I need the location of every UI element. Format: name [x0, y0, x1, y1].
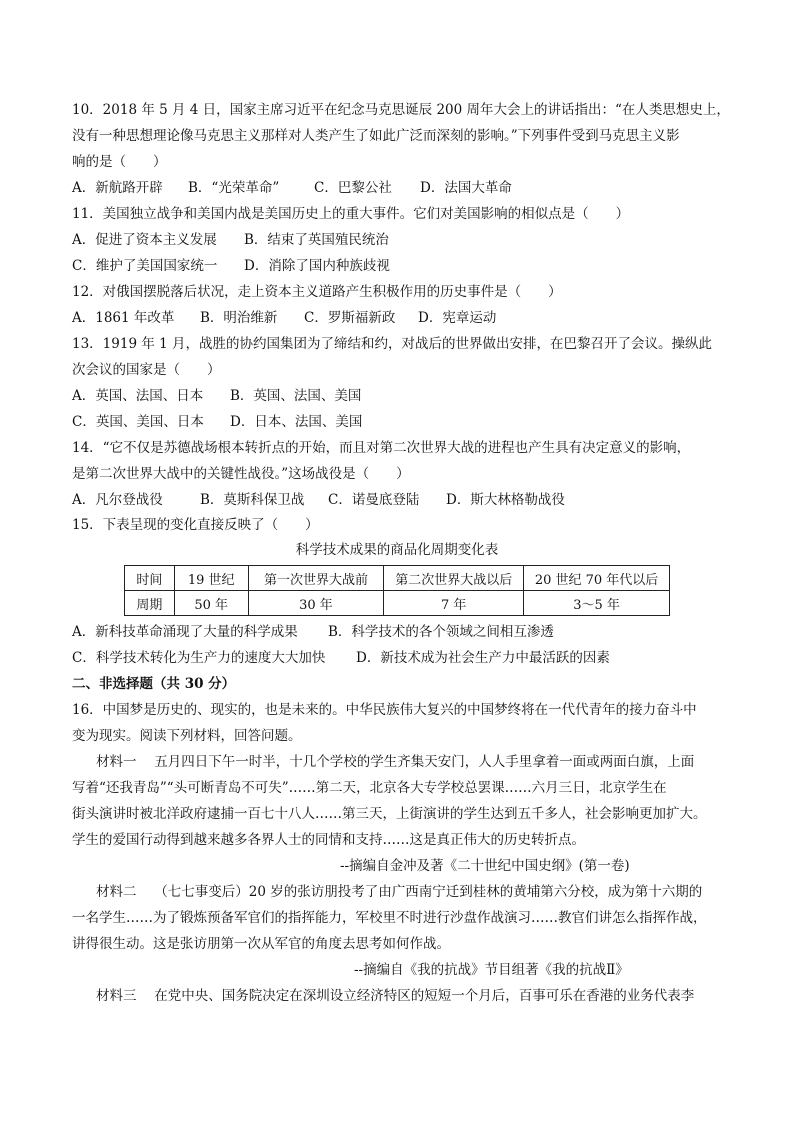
q12-option-a: A．1861 年改革: [72, 310, 175, 326]
q15-option-b: B．科学技术的各个领域之间相互渗透: [328, 624, 554, 640]
commercialization-cycle-table: [124, 565, 670, 616]
table-cell: 3～5 年: [524, 591, 670, 616]
q13-option-b: B．英国、法国、美国: [230, 388, 362, 404]
table-header-cell: 第二次世界大战以后: [384, 566, 524, 591]
q11-options-row-1: [72, 231, 389, 249]
q16-stem-line-2: 变为现实。阅读下列材料，回答问题。: [72, 728, 302, 744]
material-1-line-1: 材料一 五月四日下午一时半，十几个学校的学生齐集天安门，人人手里拿着一面或两面白旗，上面: [96, 754, 695, 770]
q12-option-b: B．明治维新: [200, 310, 278, 326]
table-cell: 50 年: [174, 591, 248, 616]
q10-stem-line-3: 响的是（ ）: [72, 154, 167, 170]
q10-option-b: B．“光荣革命”: [188, 180, 280, 196]
q10-option-c: C．巴黎公社: [314, 180, 392, 196]
q12-option-c: C．罗斯福新政: [304, 310, 396, 326]
material-1-line-3: 街头演讲时被北洋政府逮捕一百七十八人……第三天，上街演讲的学生达到五千多人，社会影响更加扩大。: [72, 806, 707, 822]
q15-option-a: A．新科技革命涌现了大量的科学成果: [72, 624, 298, 640]
q10-stem-line-1: 10．2018 年 5 月 4 日，国家主席习近平在纪念马克思诞辰 200 周年大会上的讲话指出：“在人类思想史上，: [72, 102, 730, 118]
q15-option-c: C．科学技术转化为生产力的速度大大加快: [72, 650, 326, 666]
q15-stem: 15．下表呈现的变化直接反映了（ ）: [72, 517, 319, 533]
q12-options: [72, 309, 496, 327]
material-2-source: --摘编自《我的抗战》节目组著《我的抗战Ⅱ》: [354, 962, 629, 978]
q13-options-row-2: [72, 413, 362, 431]
q14-options: [72, 491, 565, 509]
table-header-cell: 20 世纪 70 年代以后: [524, 566, 670, 591]
q13-stem-line-2: 次会议的国家是（ ）: [72, 362, 221, 378]
q12-option-d: D．宪章运动: [418, 310, 497, 326]
q15-option-d: D．新技术成为社会生产力中最活跃的因素: [356, 650, 610, 666]
q11-stem: 11．美国独立战争和美国内战是美国历史上的重大事件。它们对美国影响的相似点是（ ）: [72, 206, 630, 222]
q14-stem-line-1: 14．“它不仅是苏德战场根本转折点的开始，而且对第二次世界大战的进程也产生具有决定意义的影响，: [72, 440, 691, 456]
q11-option-b: B．结束了英国殖民统治: [244, 232, 389, 248]
q11-option-c: C．维护了美国国家统一: [72, 258, 218, 274]
q10-stem-line-2: 没有一种思想理论像马克思主义那样对人类产生了如此广泛而深刻的影响。”下列事件受到马克思主义影: [72, 128, 680, 144]
table-cell: 7 年: [384, 591, 524, 616]
q13-option-a: A．英国、法国、日本: [72, 388, 204, 404]
q12-stem: 12．对俄国摆脱落后状况，走上资本主义道路产生积极作用的历史事件是（ ）: [72, 284, 562, 300]
q13-options-row-1: [72, 387, 361, 405]
table-row: [125, 591, 670, 616]
table-cell: 周期: [125, 591, 175, 616]
q10-options: [72, 179, 512, 197]
q13-stem-line-1: 13．1919 年 1 月，战胜的协约国集团为了缔结和约，对战后的世界做出安排，在巴黎召开了会议。操纵此: [72, 336, 712, 352]
q10-option-a: A．新航路开辟: [72, 180, 163, 196]
table-header-cell: 时间: [125, 566, 175, 591]
q13-option-d: D．日本、法国、美国: [230, 414, 363, 430]
material-2-line-1: 材料二 （七七事变后）20 岁的张访朋投考了由广西南宁迁到桂林的黄埔第六分校，成为第十六期的: [96, 884, 703, 900]
table-header-row: [125, 566, 670, 591]
q11-option-a: A．促进了资本主义发展: [72, 232, 217, 248]
q10-option-d: D．法国大革命: [420, 180, 512, 196]
q15-options-row-1: [72, 623, 554, 641]
material-1-line-4: 学生的爱国行动得到越来越多各界人士的同情和支持……这是真正伟大的历史转折点。: [72, 832, 585, 848]
material-2-line-2: 一名学生……为了锻炼预备军官们的指挥能力，军校里不时进行沙盘作战演习……教官们讲怎么指挥作战，: [72, 910, 707, 926]
q13-option-c: C．英国、美国、日本: [72, 414, 204, 430]
table-header-cell: 第一次世界大战前: [248, 566, 384, 591]
q14-option-d: D．斯大林格勒战役: [446, 492, 565, 508]
material-1-source: --摘编自金冲及著《二十世纪中国史纲》(第一卷): [340, 858, 630, 874]
section-heading: 二、非选择题（共 30 分）: [72, 676, 236, 692]
material-2-line-3: 讲得很生动。这是张访朋第一次从军官的角度去思考如何作战。: [72, 936, 450, 952]
q14-option-b: B．莫斯科保卫战: [200, 492, 305, 508]
q14-stem-line-2: 是第二次世界大战中的关键性战役。”这场战役是（ ）: [72, 466, 410, 482]
table-title: 科学技术成果的商品化周期变化表: [295, 542, 499, 558]
q15-options-row-2: [72, 649, 610, 667]
q14-option-a: A．凡尔登战役: [72, 492, 163, 508]
material-1-line-2: 写着“还我青岛”“头可断青岛不可失”……第二天，北京各大专学校总罢课……六月三日，北京学生在: [72, 780, 667, 796]
table-cell: 30 年: [248, 591, 384, 616]
q11-option-d: D．消除了国内种族歧视: [244, 258, 390, 274]
q16-stem-line-1: 16．中国梦是历史的、现实的，也是未来的。中华民族伟大复兴的中国梦终将在一代代青年的接力奋斗中: [72, 702, 697, 718]
q11-options-row-2: [72, 257, 390, 275]
q14-option-c: C．诺曼底登陆: [328, 492, 420, 508]
table-header-cell: 19 世纪: [174, 566, 248, 591]
material-3-line-1: 材料三 在党中央、国务院决定在深圳设立经济特区的短短一个月后，百事可乐在香港的业务代表李: [96, 988, 695, 1004]
